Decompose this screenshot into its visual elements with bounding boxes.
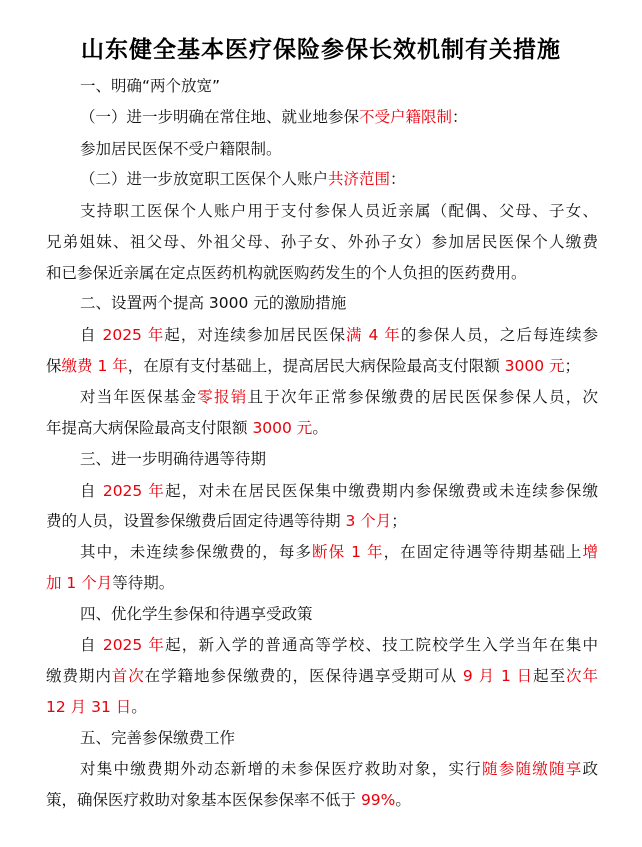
section-4-heading: 四、优化学生参保和待遇享受政策 (80, 605, 313, 623)
item-1-highlight: 不受户籍限制 (359, 108, 453, 126)
section-5-paragraph-1-line-1: 对集中缴费期外动态新增的未参保医疗救助对象，实行随参随缴随享政 (80, 760, 598, 778)
pay-one-year: 缴费 1 年 (61, 357, 128, 375)
year-2025: 2025 年 (102, 326, 165, 344)
document-title: 山东健全基本医疗保险参保长效机制有关措施 (81, 36, 561, 63)
section-1-item-2 (80, 168, 406, 190)
section-3-paragraph-2-line-1: 其中，未连续参保缴费的，每多断保 1 年，在固定待遇等待期基础上增 (80, 543, 598, 561)
year-2025: 2025 年 (102, 482, 166, 500)
section-1-paragraph-2-line-1: 支持职工医保个人账户用于支付参保人员近亲属（配偶、父母、子女、 (80, 202, 598, 220)
section-2-paragraph-2-line-2: 年提高大病保险最高支付限额 3000 元。 (46, 419, 328, 437)
amount-3000: 3000 元 (252, 419, 313, 437)
item-2-suffix: ： (390, 170, 406, 188)
first-time: 首次 (111, 667, 145, 685)
section-5-heading: 五、完善参保缴费工作 (80, 729, 236, 747)
item-1-suffix: ： (452, 108, 468, 126)
amount-3000: 3000 元 (504, 357, 565, 375)
start-date: 9 月 1 日 (462, 667, 534, 685)
section-1-paragraph-1: 参加居民医保不受户籍限制。 (80, 140, 282, 158)
section-2-heading: 二、设置两个提高 3000 元的激励措施 (80, 294, 347, 312)
end-date: 12 月 31 日 (46, 698, 132, 716)
section-3-paragraph-1-line-1: 自 2025 年起，对未在居民医保集中缴费期内参保缴费或未连续参保缴 (80, 482, 598, 500)
section-5-paragraph-1-line-2: 策，确保医疗救助对象基本医保参保率不低于 99%。 (46, 791, 411, 809)
section-3-heading: 三、进一步明确待遇等待期 (80, 450, 267, 468)
add-one-month-part-2: 加 1 个月 (46, 574, 113, 592)
lapse-one-year: 断保 1 年 (312, 543, 384, 561)
section-4-paragraph-1-line-3: 12 月 31 日。 (46, 698, 147, 716)
item-2-prefix: （二）进一步放宽职工医保个人账户 (80, 170, 329, 188)
pay-as-you-join: 随参随缴随享 (481, 760, 583, 778)
section-3-paragraph-1-line-2: 费的人员，设置参保缴费后固定待遇等待期 3 个月； (46, 512, 407, 530)
item-2-highlight: 共济范围 (328, 170, 391, 188)
zero-reimbursement: 零报销 (197, 388, 248, 406)
section-2-paragraph-2-line-1: 对当年医保基金零报销且于次年正常参保缴费的居民医保参保人员，次 (80, 388, 598, 406)
item-1-prefix: （一）进一步明确在常住地、就业地参保 (80, 108, 360, 126)
section-1-item-1 (80, 106, 468, 128)
year-2025: 2025 年 (102, 636, 166, 654)
next-year: 次年 (566, 667, 598, 685)
section-1-heading: 一、明确“两个放宽” (80, 77, 221, 95)
section-2-paragraph-1-line-1: 自 2025 年起，对连续参加居民医保满 4 年的参保人员，之后每连续参 (80, 326, 598, 344)
section-2-paragraph-1-line-2: 保缴费 1 年，在原有支付基础上，提高居民大病保险最高支付限额 3000 元； (46, 357, 581, 375)
section-4-paragraph-1-line-2: 缴费期内首次在学籍地参保缴费的，医保待遇享受期可从 9 月 1 日起至次年 (46, 667, 598, 685)
add-one-month-part-1: 增 (582, 543, 598, 561)
coverage-rate: 99% (360, 791, 396, 809)
section-1-paragraph-2-line-3: 和已参保近亲属在定点医药机构就医购药发生的个人负担的医药费用。 (46, 264, 527, 282)
section-1-paragraph-2-line-2: 兄弟姐妹、祖父母、外祖父母、孙子女、外孙子女）参加居民医保个人缴费 (46, 233, 598, 251)
section-3-paragraph-2-line-2: 加 1 个月等待期。 (46, 574, 175, 592)
four-years: 满 4 年 (346, 326, 401, 344)
section-4-paragraph-1-line-1: 自 2025 年起，新入学的普通高等学校、技工院校学生入学当年在集中 (80, 636, 598, 654)
three-months: 3 个月 (345, 512, 392, 530)
